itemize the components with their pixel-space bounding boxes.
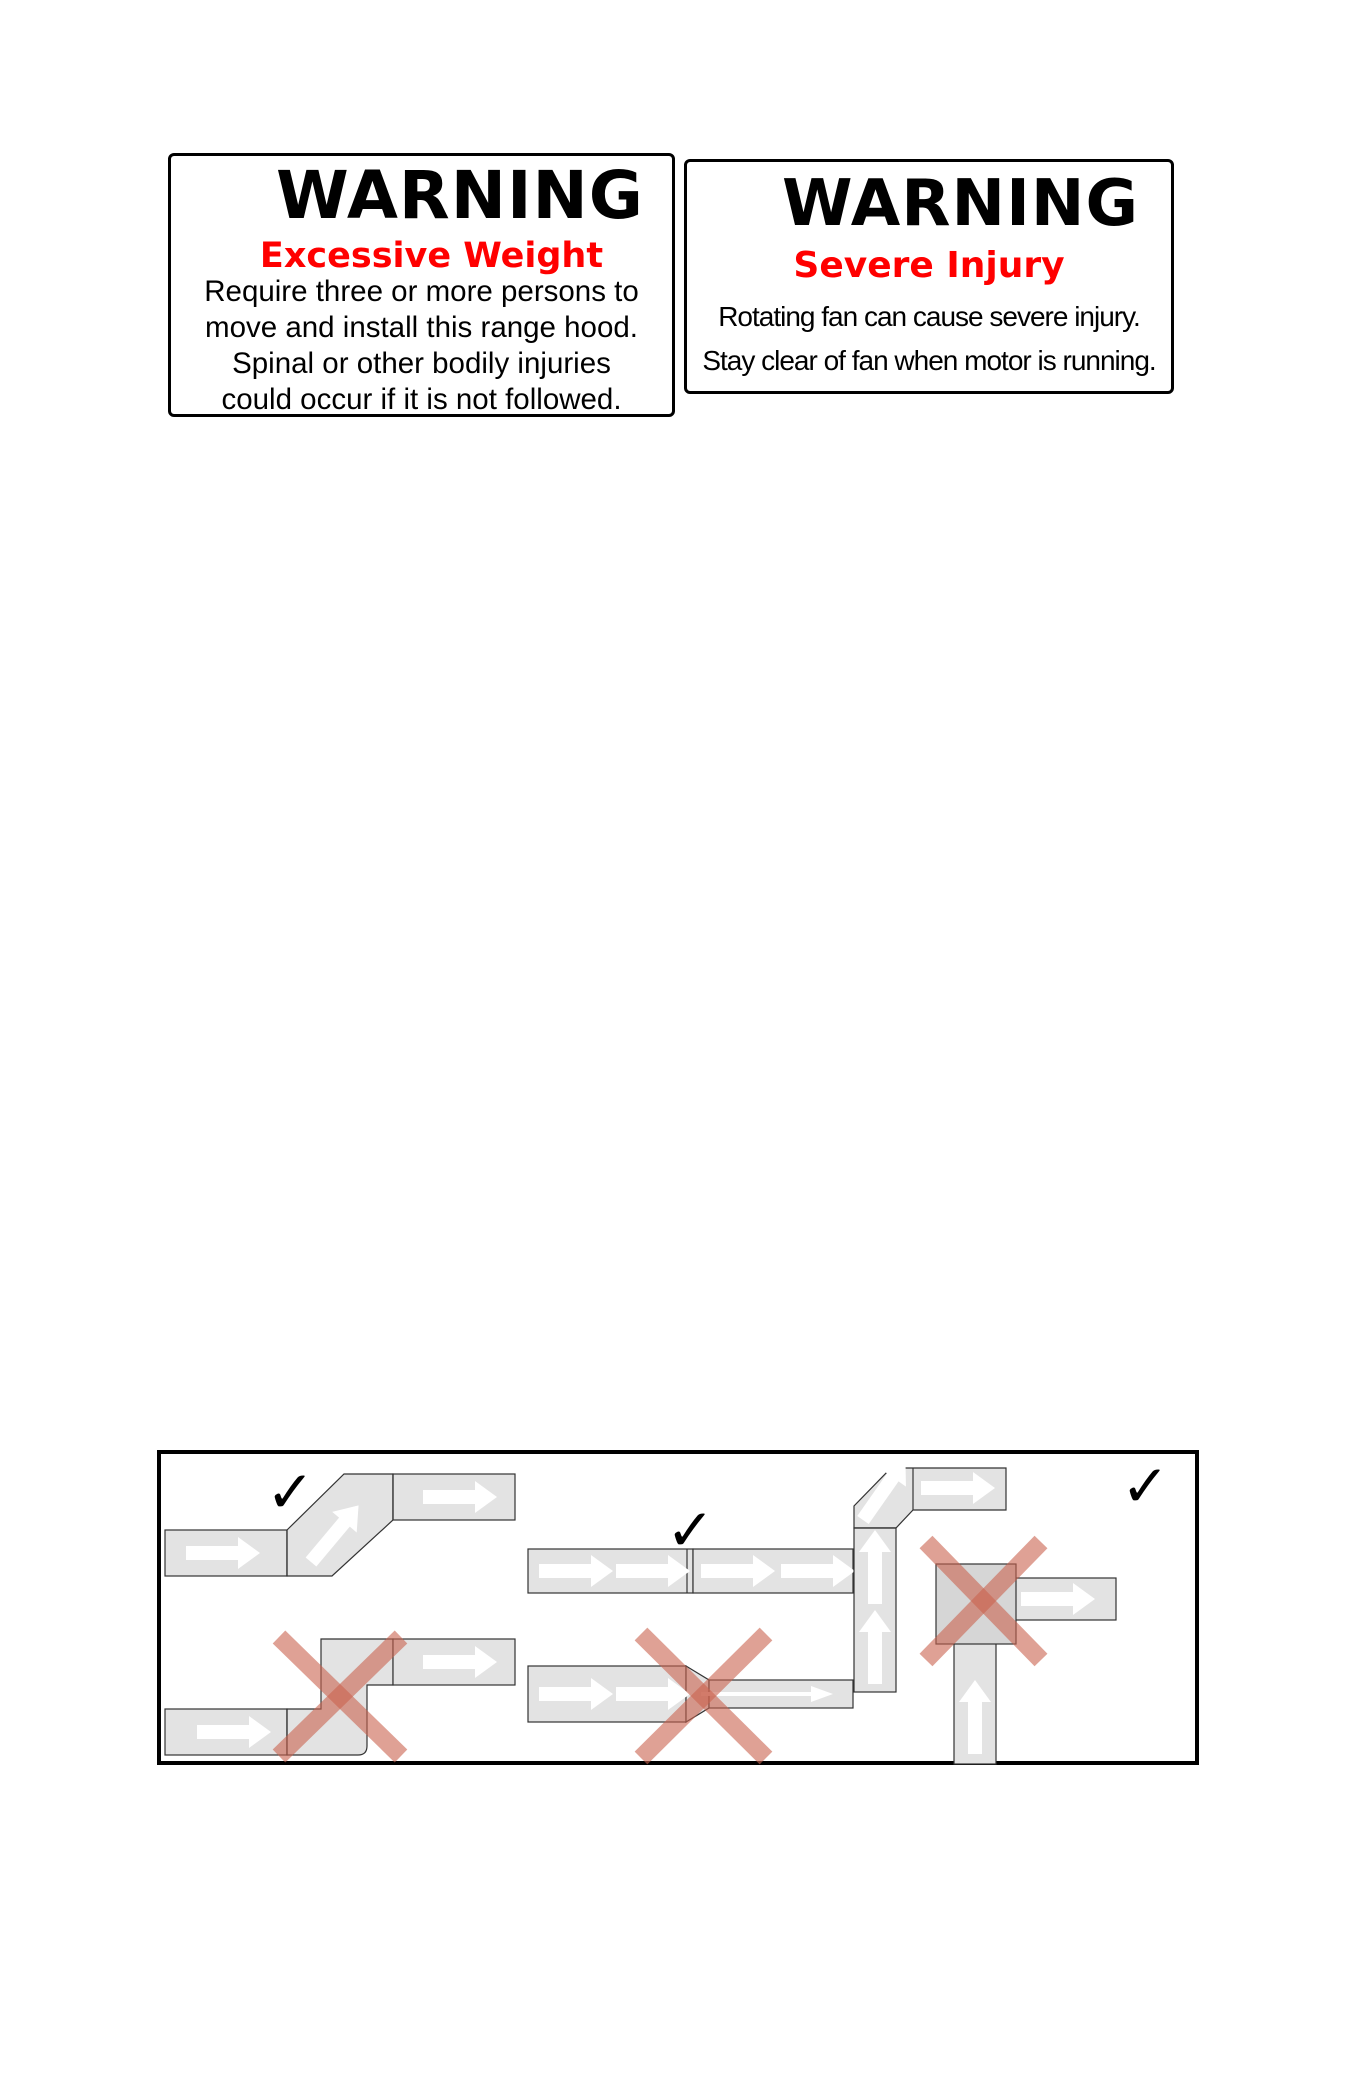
warning-line: move and install this range hood. bbox=[205, 311, 638, 344]
check-mark-icon: ✓ bbox=[1121, 1454, 1170, 1520]
warning-title: WARNING bbox=[782, 167, 1139, 241]
warning-label-excessive-weight bbox=[168, 153, 675, 417]
warning-line: Spinal or other bodily injuries bbox=[232, 347, 611, 380]
duct-example-reducer bbox=[528, 1634, 853, 1758]
warning-line: could occur if it is not followed. bbox=[221, 383, 622, 416]
warning-line: Rotating fan can cause severe injury. bbox=[718, 301, 1140, 332]
duct-example-offset-square bbox=[165, 1637, 515, 1756]
warning-label-severe-injury bbox=[684, 159, 1174, 394]
warning-title: WARNING bbox=[276, 157, 644, 234]
warning-subtitle: Excessive Weight bbox=[259, 236, 604, 276]
duct-diagram-svg bbox=[161, 1454, 1203, 1769]
check-mark-icon: ✓ bbox=[266, 1458, 315, 1526]
duct-example-offset-angled bbox=[165, 1474, 515, 1576]
check-mark-icon: ✓ bbox=[666, 1496, 715, 1564]
warning-subtitle: Severe Injury bbox=[793, 245, 1065, 286]
warning-text bbox=[171, 274, 672, 418]
duct-installation-diagram bbox=[157, 1450, 1199, 1765]
warning-line: Stay clear of fan when motor is running. bbox=[702, 345, 1156, 376]
warning-line: Require three or more persons to bbox=[204, 275, 639, 308]
duct-example-tee-box bbox=[926, 1542, 1116, 1764]
warning-text bbox=[687, 295, 1171, 383]
